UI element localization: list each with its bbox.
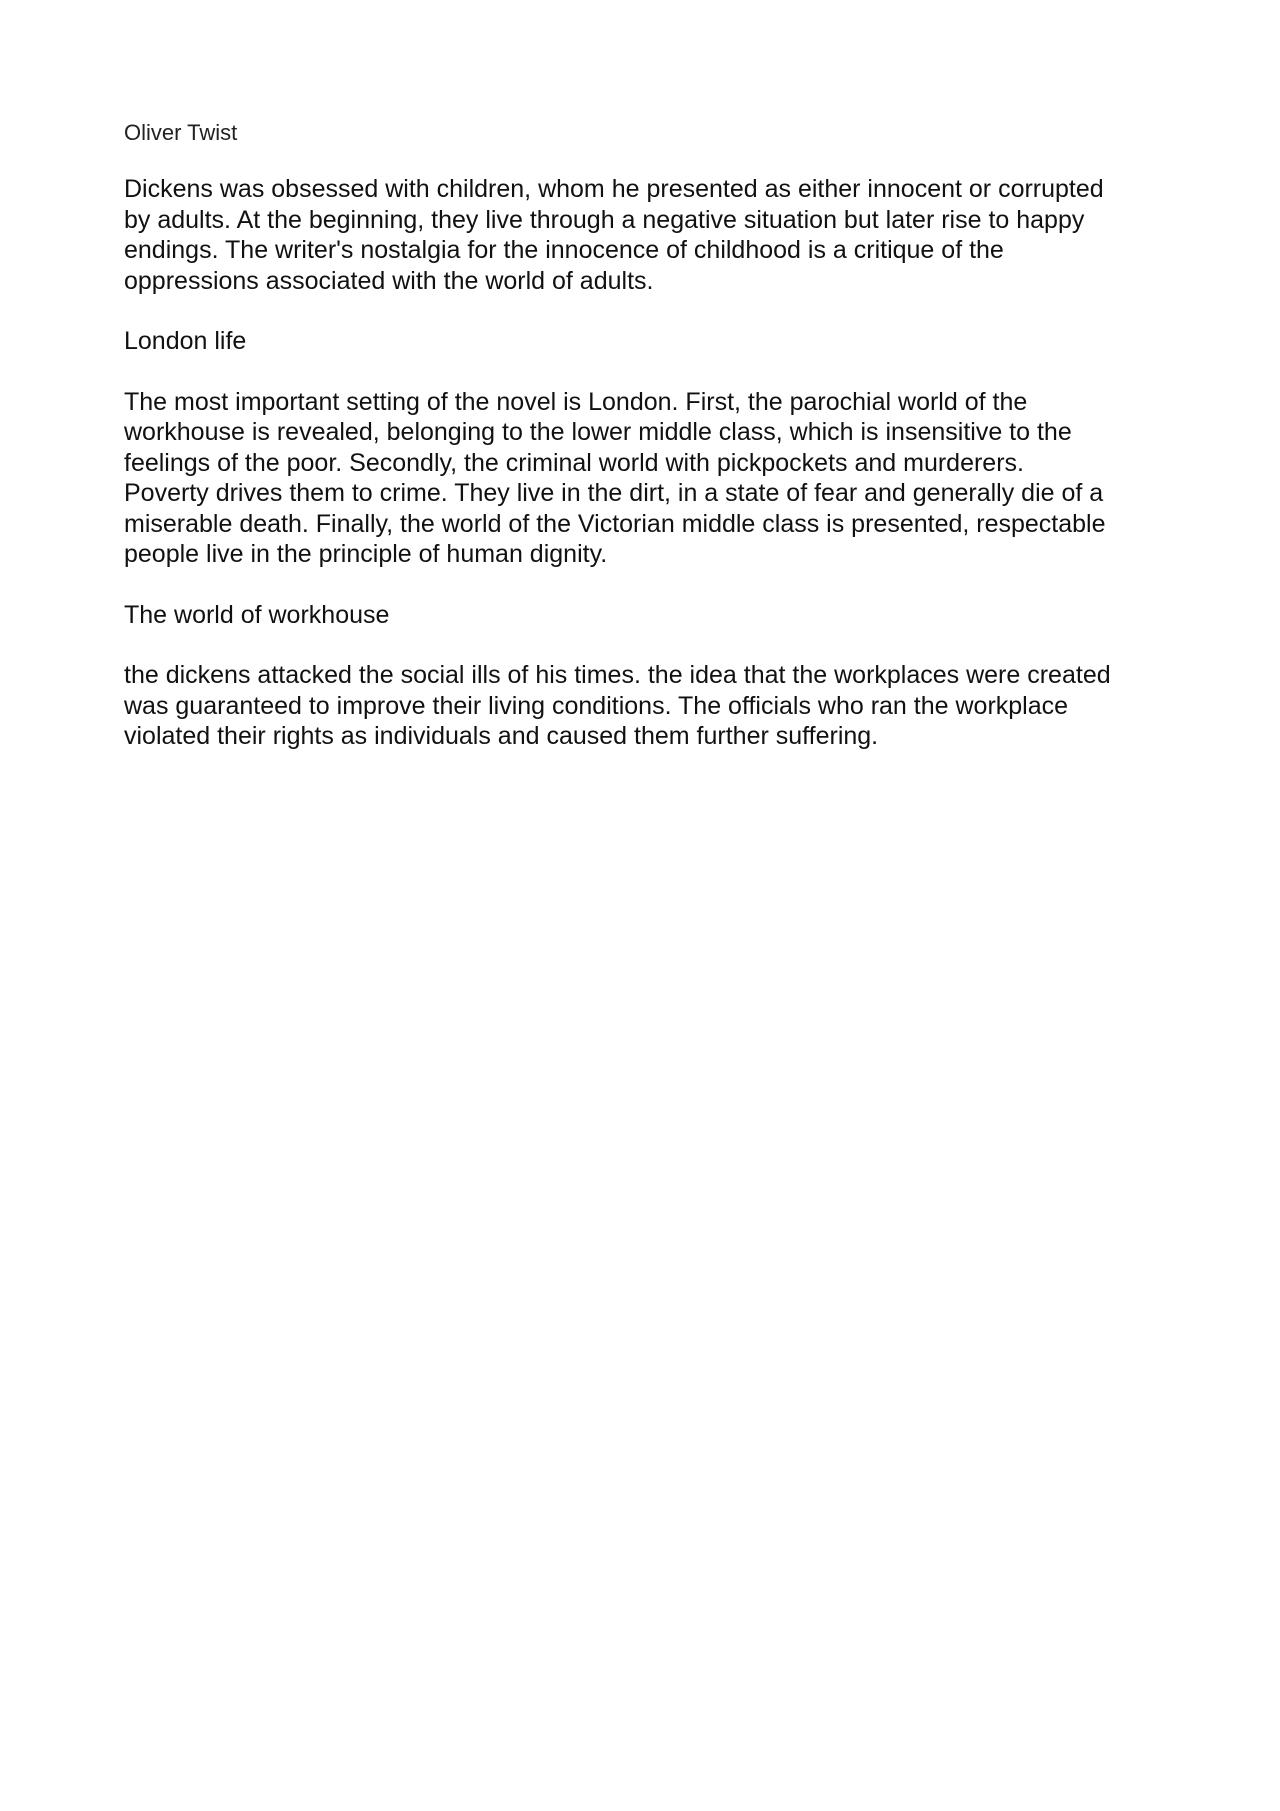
document-body (124, 118, 1180, 752)
spacer (124, 148, 1180, 174)
spacer (124, 630, 1180, 660)
text-line: the dickens attacked the social ills of his times. the idea that the workplaces were created (124, 661, 1111, 689)
text-line: by adults. At the beginning, they live through a negative situation but later rise to happy (124, 205, 1085, 234)
text-line: oppressions associated with the world of adults. (124, 266, 654, 295)
text-line: The most important setting of the novel is London. First, the parochial world of the (124, 387, 1028, 416)
text-line: workhouse is revealed, belonging to the lower middle class, which is insensitive to the (124, 418, 1072, 446)
london-life-paragraph (124, 387, 1180, 570)
section-heading-workhouse: The world of workhouse (124, 600, 390, 629)
text-line: endings. The writer's nostalgia for the innocence of childhood is a critique of the (124, 236, 1004, 264)
text-line: people live in the principle of human dignity. (124, 540, 608, 568)
document-title: Oliver Twist (124, 120, 238, 145)
text-line: Dickens was obsessed with children, whom he presented as either innocent or corrupted (124, 175, 1104, 203)
spacer (124, 570, 1180, 600)
workhouse-paragraph (124, 660, 1180, 752)
text-line: feelings of the poor. Secondly, the criminal world with pickpockets and murderers. (124, 448, 1024, 477)
text-line: Poverty drives them to crime. They live in the dirt, in a state of fear and generally die of a (124, 479, 1104, 507)
spacer (124, 357, 1180, 387)
spacer (124, 296, 1180, 326)
intro-paragraph (124, 174, 1180, 296)
text-line: was guaranteed to improve their living conditions. The officials who ran the workplace (124, 691, 1069, 720)
section-heading-london-life: London life (124, 327, 247, 355)
text-line: miserable death. Finally, the world of the Victorian middle class is presented, respectable (124, 509, 1106, 538)
text-line: violated their rights as individuals and caused them further suffering. (124, 722, 879, 750)
